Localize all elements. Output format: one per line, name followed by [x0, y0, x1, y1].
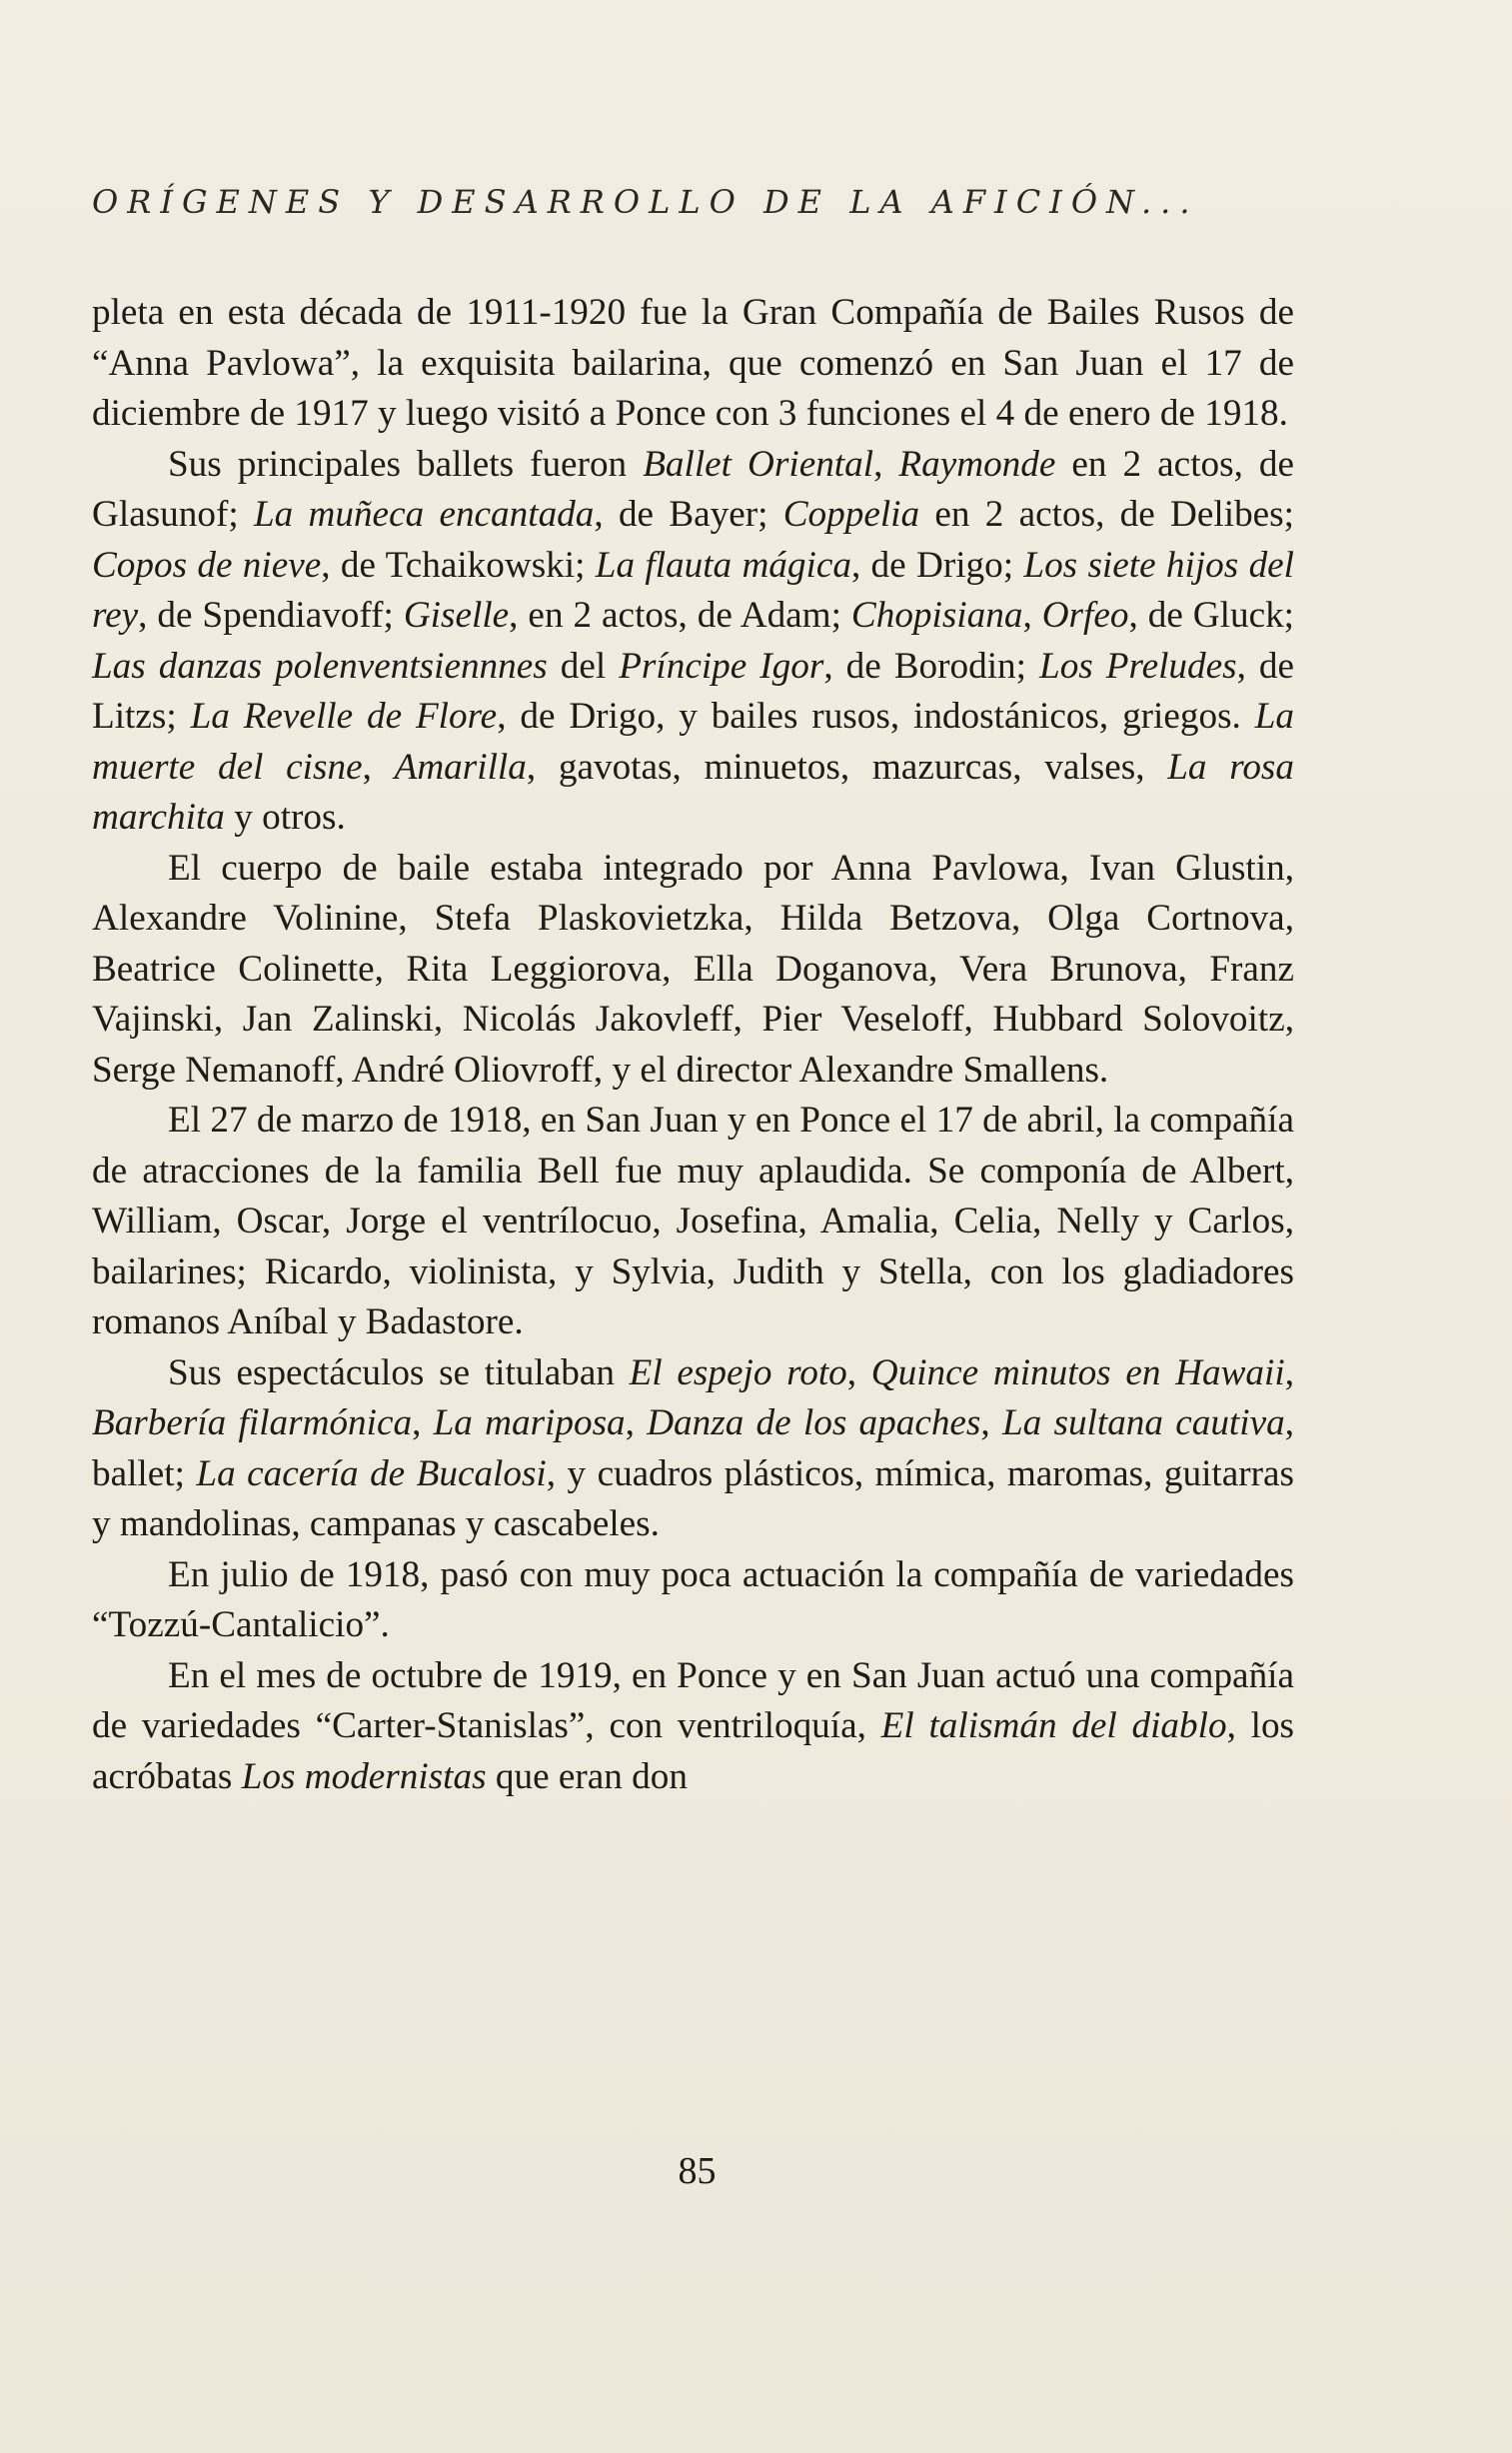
text-run: , de Bayer;	[594, 494, 783, 535]
work-title: Danza de los apaches	[647, 1402, 981, 1443]
text-run: , de Litzs;	[92, 645, 1295, 737]
work-title: Barbería filarmónica	[92, 1402, 413, 1443]
work-title: Raymonde	[898, 443, 1056, 485]
work-title: La muerte del cisne	[92, 696, 1294, 788]
text-run: ,	[1284, 1351, 1294, 1393]
paragraph-3	[92, 844, 1294, 1097]
paragraph-6	[92, 1550, 1294, 1651]
text-run: , en 2 actos, de Adam;	[509, 595, 851, 636]
text-run: pleta en esta década de 1911-1920 fue la Gran Compañía de Bailes Rusos de “Anna Pavlowa”, la exquisita bailarina, que comenzó en San Juan el 17 de diciembre de 1917 y luego visitó a Ponce con 3 funciones el 4 de enero de 1918.	[92, 292, 1294, 434]
text-run: Sus espectáculos se titulaban	[168, 1351, 630, 1393]
text-run: En el mes de octubre de 1919, en Ponce y en San Juan actuó una compañía de variedades “Carter-Stanislas”, con ventriloquía,	[92, 1654, 1294, 1746]
text-run: del	[547, 645, 620, 687]
work-title: La flauta mágica	[595, 544, 851, 586]
text-run: , de Gluck;	[1128, 595, 1295, 636]
work-title: El espejo roto	[629, 1351, 847, 1393]
text-run: , de Drigo, y bailes rusos, indostánicos, griegos.	[497, 696, 1255, 737]
text-run: ,	[873, 443, 899, 485]
page-number: 85	[678, 2150, 717, 2192]
text-run: , los acróbatas	[92, 1705, 1295, 1797]
work-title: Amarilla	[394, 746, 527, 788]
work-title: Copos de nieve	[92, 544, 322, 586]
work-title: Giselle	[403, 595, 510, 636]
work-title: Quince minutos en Hawaii	[870, 1351, 1285, 1393]
work-title: La cacería de Bucalosi	[196, 1452, 547, 1494]
paragraph-1	[92, 288, 1294, 440]
text-run: El cuerpo de baile estaba integrado por Anna Pavlowa, Ivan Glustin, Alexandre Volinine, Stefa Plaskovietzka, Hilda Betzova, Olga Cortnova, Beatrice Colinette, Rita Leggiorova, Ella Doganova, Vera Brunova, Franz Vajinski, Jan Zalinski, Nicolás Jakovleff, Pier Veseloff, Hubbard Solovoitz, Serge Nemanoff, André Oliovroff, y el director Alexandre Smallens.	[92, 847, 1294, 1091]
text-run: ,	[625, 1402, 648, 1443]
text-run: ,	[412, 1402, 434, 1443]
text-run: ,	[846, 1351, 871, 1393]
text-run: , y cuadros plásticos, mímica, maromas, guitarras y mandolinas, campanas y cascabeles.	[92, 1452, 1294, 1544]
text-run: , de Drigo;	[850, 544, 1024, 586]
text-run: , ballet;	[92, 1402, 1294, 1494]
text-run: ,	[362, 746, 395, 788]
work-title: La rosa marchita	[92, 746, 1294, 838]
work-title: Los modernistas	[241, 1755, 487, 1797]
work-title: La sultana cautiva	[1001, 1402, 1285, 1443]
paragraph-2	[92, 440, 1294, 844]
work-title: La Revelle de Flore	[190, 696, 498, 737]
text-run: y otros.	[224, 797, 346, 838]
work-title: Los Preludes	[1039, 645, 1237, 687]
paragraph-4	[92, 1096, 1294, 1348]
text-run: , de Spendiavoff;	[138, 595, 404, 636]
work-title: La muñeca encantada	[253, 494, 595, 535]
running-head: ORÍGENES Y DESARROLLO DE LA AFICIÓN...	[92, 183, 1199, 221]
text-run: ,	[980, 1402, 1002, 1443]
work-title: La mariposa	[433, 1402, 626, 1443]
work-title: Las danzas polenventsiennnes	[92, 645, 548, 687]
text-run: ,	[1022, 595, 1042, 636]
text-run: El 27 de marzo de 1918, en San Juan y en Ponce el 17 de abril, la compañía de atracciones de la familia Bell fue muy aplaudida. Se componía de Albert, William, Oscar, Jorge el ventrílocuo, Josefina, Amalia, Celia, Nelly y Carlos, bailarines; Ricardo, violinista, y Sylvia, Judith y Stella, con los gladiadores romanos Aníbal y Badastore.	[92, 1100, 1294, 1342]
text-run: Sus principales ballets fueron	[168, 443, 644, 485]
text-run: , de Tchaikowski;	[321, 544, 596, 586]
paragraph-5	[92, 1348, 1294, 1550]
body-text	[92, 288, 1294, 1802]
text-run: en 2 actos, de Delibes;	[919, 494, 1294, 535]
paragraph-7	[92, 1651, 1294, 1803]
text-run: En julio de 1918, pasó con muy poca actuación la compañía de variedades “Tozzú-Cantalicio”.	[92, 1553, 1294, 1645]
text-run: , gavotas, minuetos, mazurcas, valses,	[526, 746, 1168, 788]
work-title: Príncipe Igor	[619, 645, 824, 687]
work-title: Los siete hijos del rey	[92, 544, 1294, 636]
work-title: Chopisiana	[850, 595, 1023, 636]
text-run: que eran don	[486, 1755, 688, 1797]
work-title: Ballet Oriental	[643, 443, 874, 485]
text-run: en 2 actos, de Glasunof;	[92, 443, 1295, 535]
text-run: , de Borodin;	[823, 645, 1040, 687]
work-title: Coppelia	[782, 494, 920, 535]
work-title: El talismán del diablo	[880, 1705, 1227, 1746]
work-title: Orfeo	[1041, 595, 1129, 636]
